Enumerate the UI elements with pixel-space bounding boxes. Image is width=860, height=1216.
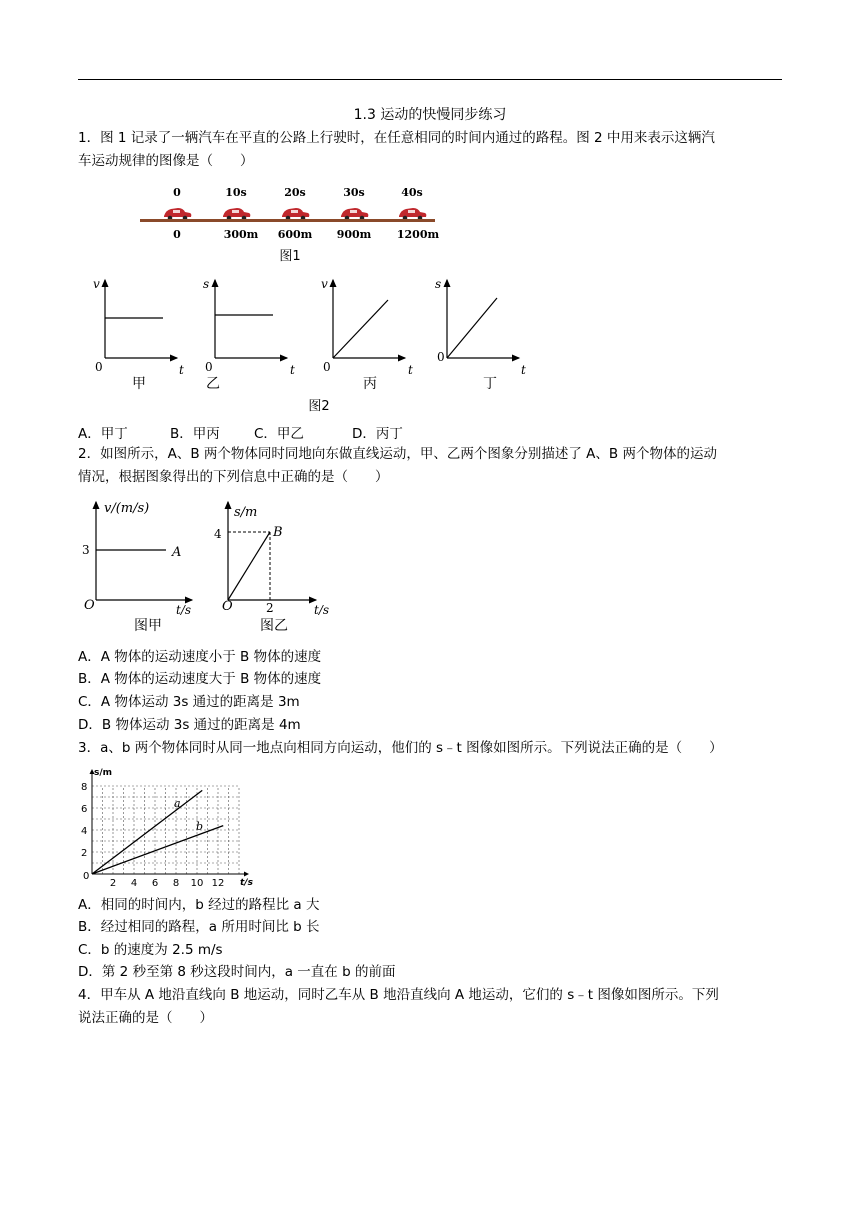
line-b (92, 826, 223, 874)
svg-text:丁: 丁 (483, 376, 497, 392)
fig1-time-20: 20s (284, 186, 306, 199)
svg-text:O: O (84, 598, 95, 613)
q2-option-d: D．B 物体运动 3s 通过的距离是 4m (78, 717, 301, 733)
page-title: 1.3 运动的快慢同步练习 (353, 107, 507, 123)
q3-option-a: A．相同的时间内，b 经过的路程比 a 大 (78, 897, 320, 913)
q1-text-line2: 车运动规律的图像是（ ） (78, 153, 254, 169)
svg-text:s/m: s/m (234, 505, 258, 520)
x-tick-label: 10 (190, 878, 204, 889)
car-icon (164, 208, 191, 220)
graph-ding (435, 277, 526, 392)
q4-text-line1: 4．甲车从 A 地沿直线向 B 地运动，同时乙车从 B 地沿直线向 A 地运动，它们的 s﹣t 图像如图所示。下列 (78, 987, 719, 1003)
q2-option-a: A．A 物体的运动速度小于 B 物体的速度 (78, 649, 322, 665)
svg-text:A: A (172, 545, 182, 560)
graph-fig-yi (214, 502, 329, 634)
fig1-dist-0: 0 (173, 228, 181, 241)
q1-option-a: A．甲丁 (78, 426, 128, 442)
svg-text:B: B (273, 525, 283, 540)
q1-options (78, 422, 403, 442)
q1-option-d: D．丙丁 (352, 426, 403, 442)
svg-text:甲: 甲 (132, 376, 146, 392)
svg-text:图乙: 图乙 (260, 618, 288, 634)
x-tick-label: 12 (211, 878, 225, 889)
road (140, 219, 435, 222)
car-icon (223, 208, 250, 220)
svg-text:2: 2 (266, 601, 274, 615)
q1-text-line1: 1．图 1 记录了一辆汽车在平直的公路上行驶时，在任意相同的时间内通过的路程。图 2 中用来表示这辆汽 (78, 130, 715, 146)
q2-figures (80, 494, 340, 642)
svg-text:t: t (408, 363, 413, 377)
fig1-time-30: 30s (343, 186, 365, 199)
car-icons (164, 208, 426, 220)
x-tick-label: 6 (151, 878, 159, 889)
fig1-caption: 图1 (279, 249, 301, 264)
q3-text-line1: 3．a、b 两个物体同时从同一地点向相同方向运动，他们的 s﹣t 图像如图所示。下列说法正确的是（ ） (78, 740, 723, 756)
fig1-dist-300: 300m (223, 228, 259, 241)
svg-text:4: 4 (214, 527, 222, 541)
graph-bing (321, 277, 413, 392)
q1-option-b: B．甲丙 (170, 426, 220, 442)
svg-text:乙: 乙 (206, 376, 220, 392)
y-tick-label: 8 (81, 782, 88, 793)
graph-fig-jia (82, 501, 192, 634)
svg-text:t/s: t/s (314, 603, 330, 617)
q1-figure1 (135, 180, 440, 270)
svg-text:0: 0 (437, 350, 445, 364)
fig1-dist-900: 900m (336, 228, 372, 241)
y-tick-label: 2 (81, 848, 88, 859)
car-icon (399, 208, 426, 220)
q3-option-b: B．经过相同的路程，a 所用时间比 b 长 (78, 919, 320, 935)
svg-text:s: s (203, 277, 210, 291)
car-icon (282, 208, 309, 220)
fig1-dist-1200: 1200m (396, 228, 440, 241)
q2-option-c: C．A 物体运动 3s 通过的距离是 3m (78, 694, 300, 710)
svg-text:t/s: t/s (176, 603, 192, 617)
ylabel: s/m (94, 768, 113, 778)
q2-text-line1: 2．如图所示，A、B 两个物体同时同地向东做直线运动，甲、乙两个图象分别描述了 A、B 两个物体的运动 (78, 446, 717, 462)
svg-text:v: v (93, 277, 100, 291)
label-b: b (196, 820, 204, 833)
q1-figure2 (85, 270, 535, 418)
svg-text:图甲: 图甲 (134, 618, 162, 634)
svg-text:0: 0 (95, 360, 103, 374)
fig2-caption: 图2 (308, 399, 330, 414)
fig1-time-10: 10s (225, 186, 247, 199)
svg-text:t: t (290, 363, 295, 377)
q1-option-c: C．甲乙 (254, 426, 304, 442)
x-tick-label: 2 (109, 878, 117, 889)
y-tick-label: 6 (81, 804, 88, 815)
svg-text:t: t (521, 363, 526, 377)
q3-chart (78, 764, 258, 888)
q2-text-line2: 情况，根据图象得出的下列信息中正确的是（ ） (78, 469, 389, 485)
q3-option-d: D．第 2 秒至第 8 秒这段时间内，a 一直在 b 的前面 (78, 964, 396, 980)
q2-option-b: B．A 物体的运动速度大于 B 物体的速度 (78, 671, 322, 687)
xlabel: t/s (240, 878, 253, 888)
graph-jia (93, 277, 184, 392)
header-rule (78, 79, 782, 80)
fig1-time-40: 40s (401, 186, 423, 199)
line-a (92, 790, 202, 874)
svg-text:0: 0 (205, 360, 213, 374)
car-icon (341, 208, 368, 220)
svg-text:丙: 丙 (363, 376, 377, 392)
y-tick-label: 4 (81, 826, 88, 837)
svg-text:v: v (321, 277, 328, 291)
svg-text:v/(m/s): v/(m/s) (104, 501, 150, 516)
fig1-time-0: 0 (173, 186, 181, 199)
graph-yi (203, 277, 295, 392)
x-tick-label: 4 (130, 878, 138, 889)
origin: 0 (83, 871, 90, 882)
svg-text:3: 3 (82, 543, 90, 557)
q3-option-c: C．b 的速度为 2.5 m/s (78, 942, 223, 958)
svg-text:s: s (435, 277, 442, 291)
svg-text:t: t (179, 363, 184, 377)
svg-text:O: O (222, 599, 233, 614)
label-a: a (174, 797, 181, 810)
fig1-dist-600: 600m (277, 228, 313, 241)
svg-text:0: 0 (323, 360, 331, 374)
q4-text-line2: 说法正确的是（ ） (78, 1010, 213, 1026)
x-tick-label: 8 (172, 878, 180, 889)
